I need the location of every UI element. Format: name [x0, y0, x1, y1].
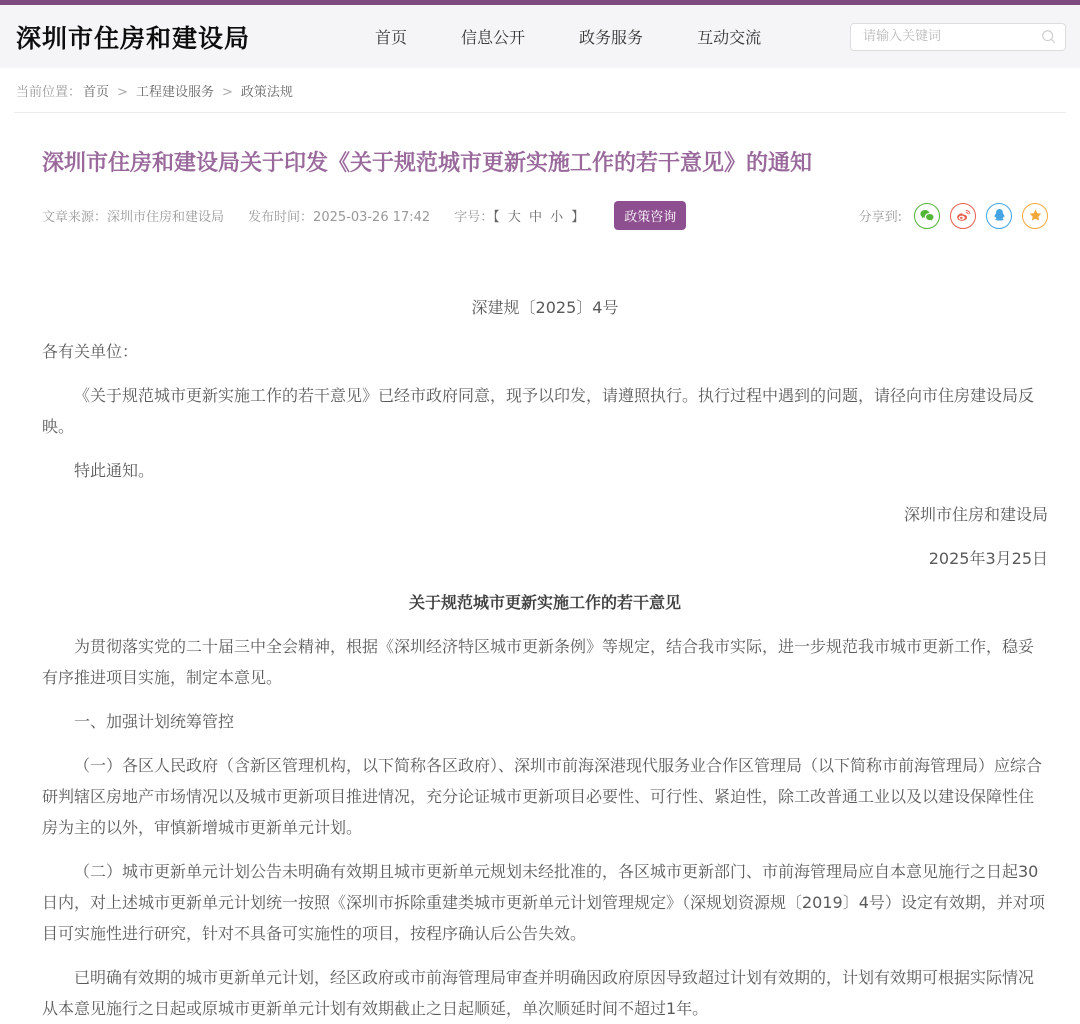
meta-source: 文章来源：深圳市住房和建设局 [42, 210, 225, 225]
article-paragraph: （二）城市更新单元计划公告未明确有效期且城市更新单元规划未经批准的，各区城市更新部门、市前海管理局应自本意见施行之日起30日内，对上述城市更新单元计划统一按照《深圳市拆除重建类城市更新单元计划管理规定》（深规划资源规〔2019〕4号）设定有效期，并对项目可实施性进行研究，针对不具备可实施性的项目，按程序确认后公告失效。 [42, 862, 1045, 943]
star-share-icon[interactable] [1022, 203, 1048, 229]
nav-item-4[interactable]: 互动交流 [697, 28, 762, 47]
article-paragraph: 各有关单位： [42, 342, 139, 361]
breadcrumb-link-1[interactable]: 首页 [83, 84, 110, 100]
nav-item-3[interactable]: 政务服务 [579, 28, 644, 47]
article-paragraph: 关于规范城市更新实施工作的若干意见 [408, 593, 681, 612]
meta-fontsize: 字号：【 大 中 小 】 [454, 210, 587, 225]
article-paragraph: 为贯彻落实党的二十届三中全会精神，根据《深圳经济特区城市更新条例》等规定，结合我市实际，进一步规范我市城市更新工作，稳妥有序推进项目实施，制定本意见。 [42, 637, 1035, 687]
weibo-share-icon[interactable] [950, 203, 976, 229]
breadcrumb-separator: > [221, 84, 233, 100]
search-input[interactable] [861, 28, 1040, 45]
nav-item-1[interactable]: 首页 [375, 28, 408, 47]
breadcrumb-items [81, 81, 295, 100]
nav-item-2[interactable]: 信息公开 [461, 28, 526, 47]
article-title: 深圳市住房和建设局关于印发《关于规范城市更新实施工作的若干意见》的通知 [42, 151, 813, 176]
article-page [0, 149, 1080, 1024]
meta-publish-time: 发布时间：2025-03-26 17:42 [248, 210, 431, 225]
breadcrumb-link-3[interactable]: 政策法规 [240, 84, 293, 100]
share-label: 分享到: [858, 210, 902, 225]
article-paragraph: 深圳市住房和建设局 [903, 505, 1048, 524]
qq-share-icon[interactable] [986, 203, 1012, 229]
breadcrumb-separator: > [117, 84, 128, 100]
policy-consult-badge[interactable]: 政策咨询 [614, 201, 686, 230]
document-number: 深建规〔2025〕4号 [471, 298, 619, 317]
article-paragraph: 一、加强计划统筹管控 [74, 712, 235, 731]
article-paragraph: 特此通知。 [74, 461, 155, 480]
site-logo: 深圳市住房和建设局 [16, 23, 251, 53]
breadcrumb [0, 68, 1080, 112]
share-bar [859, 203, 1048, 229]
breadcrumb-link-2[interactable]: 工程建设服务 [135, 84, 214, 100]
site-header [0, 5, 1080, 68]
article-body [42, 336, 1048, 1024]
breadcrumb-prefix: 当前位置： [16, 84, 82, 100]
main-nav [375, 25, 761, 48]
article-paragraph: （一）各区人民政府（含新区管理机构，以下简称各区政府）、深圳市前海深港现代服务业合作区管理局（以下简称市前海管理局）应综合研判辖区房地产市场情况以及城市更新项目推进情况，充分论证城市更新项目必要性、可行性、紧迫性，除工改普通工业以及以建设保障性住房为主的以外，审慎新增城市更新单元计划。 [42, 756, 1043, 837]
search-icon[interactable] [1040, 28, 1057, 45]
breadcrumb-divider [14, 112, 1066, 113]
article-paragraph: 2025年3月25日 [928, 549, 1048, 568]
article-paragraph: 《关于规范城市更新实施工作的若干意见》已经市政府同意，现予以印发，请遵照执行。执行过程中遇到的问题，请径向市住房建设局反映。 [42, 386, 1035, 436]
share-icons [914, 203, 1048, 229]
article-meta [42, 201, 1048, 230]
article-paragraph: 已明确有效期的城市更新单元计划，经区政府或市前海管理局审查并明确因政府原因导致超过计划有效期的，计划有效期可根据实际情况从本意见施行之日起或原城市更新单元计划有效期截止之日起顺延，单次顺延时间不超过1年。 [42, 968, 1035, 1018]
search-box[interactable] [850, 23, 1066, 51]
wechat-share-icon[interactable] [914, 203, 940, 229]
fontsize-controls[interactable]: 【 大 中 小 】 [493, 210, 587, 225]
